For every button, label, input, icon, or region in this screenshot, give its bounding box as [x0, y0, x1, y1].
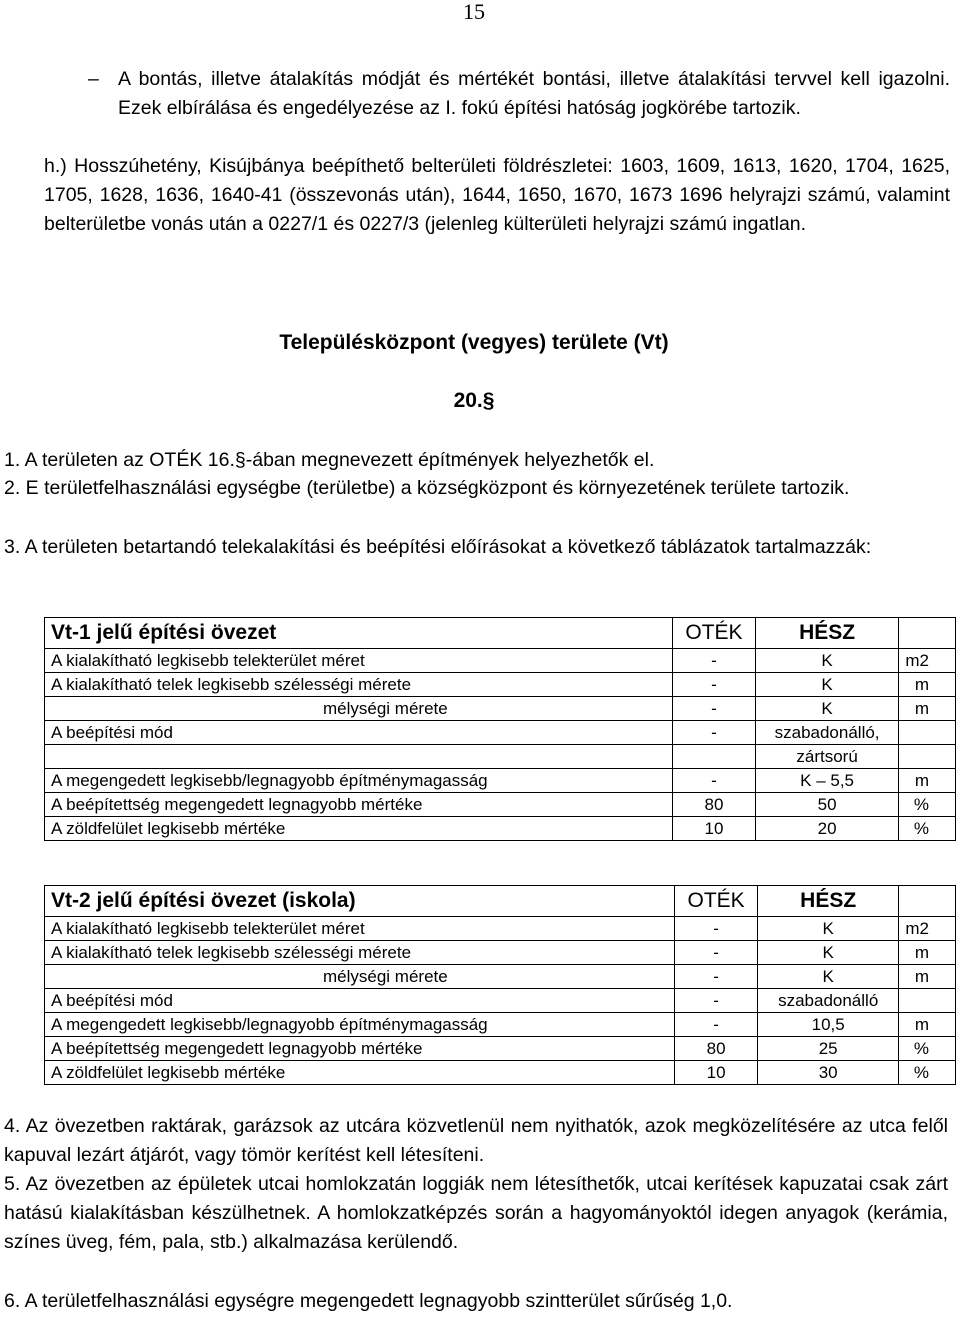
paragraph-4: 4. Az övezetben raktárak, garázsok az utcára közvetlenül nem nyithatók, azok megközelítésére az utca felől kapuval lezárt átjárót, vagy tömör kerítést kell létesíteni.	[4, 1115, 948, 1166]
dash-list-item	[88, 65, 950, 123]
unit-value: %	[899, 1037, 956, 1061]
unit-value	[899, 745, 956, 769]
unit-value: m	[899, 697, 956, 721]
zone-table-vt2	[44, 885, 956, 1085]
table-row	[45, 941, 956, 965]
unit-value: m2	[899, 649, 956, 673]
section-number: 20.§	[453, 389, 495, 412]
table-row	[45, 673, 956, 697]
unit-value: m	[899, 965, 956, 989]
row-label: A megengedett legkisebb/legnagyobb építménymagasság	[45, 1013, 675, 1037]
row-label: A kialakítható telek legkisebb szélességi mérete	[45, 941, 675, 965]
otek-value: 10	[673, 817, 756, 841]
hesz-header: HÉSZ	[758, 886, 899, 917]
unit-value: %	[899, 1061, 956, 1085]
hesz-value: K	[755, 697, 899, 721]
hesz-value: 30	[758, 1061, 899, 1085]
table-row	[45, 917, 956, 941]
paragraph-2: 2. E területfelhasználási egységbe (területbe) a községközpont és környezetének területe tartozik.	[4, 477, 850, 499]
hesz-value: K	[758, 917, 899, 941]
otek-header: OTÉK	[675, 886, 758, 917]
table-row	[45, 989, 956, 1013]
table-row	[45, 721, 956, 745]
otek-value: -	[675, 965, 758, 989]
hesz-value: 25	[758, 1037, 899, 1061]
zone-table-vt1	[44, 617, 956, 841]
unit-value	[899, 989, 956, 1013]
otek-value: -	[673, 697, 756, 721]
unit-header	[899, 618, 956, 649]
unit-value: m	[899, 1013, 956, 1037]
table-row	[45, 649, 956, 673]
hesz-value: 10,5	[758, 1013, 899, 1037]
table-row	[45, 1061, 956, 1085]
unit-value: %	[899, 793, 956, 817]
row-label: A beépítettség megengedett legnagyobb mértéke	[45, 793, 673, 817]
otek-value: -	[675, 917, 758, 941]
paragraph-6: 6. A területfelhasználási egységre megengedett legnagyobb szintterület sűrűség 1,0.	[4, 1290, 733, 1312]
unit-value	[899, 721, 956, 745]
row-label: A beépítettség megengedett legnagyobb mértéke	[45, 1037, 675, 1061]
hesz-value: K	[755, 673, 899, 697]
hesz-value: 50	[755, 793, 899, 817]
hesz-value: 20	[755, 817, 899, 841]
paragraph-1: 1. A területen az OTÉK 16.§-ában megnevezett építmények helyezhetők el.	[4, 449, 655, 471]
dash-item-text: A bontás, illetve átalakítás módját és mértékét bontási, illetve átalakítási tervvel kell igazolni. Ezek elbírálása és engedélyezése az I. fokú építési hatóság jogkörébe tartozik.	[118, 68, 950, 119]
otek-value: -	[673, 649, 756, 673]
paragraph-3: 3. A területen betartandó telekalakítási és beépítési előírásokat a következő táblázatok tartalmazzák:	[4, 536, 872, 558]
table-row	[45, 817, 956, 841]
table-title: Vt-1 jelű építési övezet	[45, 618, 673, 649]
otek-value: -	[673, 721, 756, 745]
section-title: Településközpont (vegyes) területe (Vt)	[279, 331, 669, 354]
otek-value: 80	[675, 1037, 758, 1061]
item-h-paragraph: h.) Hosszúhetény, Kisújbánya beépíthető belterületi földrészletei: 1603, 1609, 1613, 1620, 1704, 1625, 1705, 1628, 1636, 1640-41 (összevonás után), 1644, 1650, 1670, 1673 1696 helyrajzi számú, valamint belterületbe vonás után a 0227/1 és 0227/3 (jelenleg külterületi helyrajzi számú ingatlan.	[44, 155, 950, 235]
hesz-value: K – 5,5	[755, 769, 899, 793]
otek-header: OTÉK	[673, 618, 756, 649]
row-label: A zöldfelület legkisebb mértéke	[45, 1061, 675, 1085]
unit-value: m	[899, 941, 956, 965]
row-label: A beépítési mód	[45, 989, 675, 1013]
hesz-value: K	[758, 941, 899, 965]
unit-value: %	[899, 817, 956, 841]
row-label: A megengedett legkisebb/legnagyobb építménymagasság	[45, 769, 673, 793]
otek-value: 10	[675, 1061, 758, 1085]
unit-value: m	[899, 769, 956, 793]
row-label: A kialakítható telek legkisebb szélességi mérete	[45, 673, 673, 697]
table-row	[45, 697, 956, 721]
table-header-row	[45, 618, 956, 649]
row-label	[45, 745, 673, 769]
hesz-value: szabadonálló	[758, 989, 899, 1013]
otek-value: -	[675, 989, 758, 1013]
row-label: A beépítési mód	[45, 721, 673, 745]
hesz-value: szabadonálló,	[755, 721, 899, 745]
table-row	[45, 965, 956, 989]
otek-value: -	[673, 673, 756, 697]
otek-value: 80	[673, 793, 756, 817]
otek-value	[673, 745, 756, 769]
table-row	[45, 769, 956, 793]
hesz-value: zártsorú	[755, 745, 899, 769]
hesz-value: K	[755, 649, 899, 673]
hesz-header: HÉSZ	[755, 618, 899, 649]
row-label: A kialakítható legkisebb telekterület méret	[45, 917, 675, 941]
otek-value: -	[673, 769, 756, 793]
table-row	[45, 793, 956, 817]
table-header-row	[45, 886, 956, 917]
otek-value: -	[675, 1013, 758, 1037]
unit-header	[899, 886, 956, 917]
row-label: mélységi mérete	[45, 697, 673, 721]
dash-bullet: –	[88, 68, 99, 90]
table-row	[45, 1013, 956, 1037]
paragraph-5: 5. Az övezetben az épületek utcai homlokzatán loggiák nem létesíthetők, utcai kerítések kapuzatai csak zárt hatású kialakításban készülhetnek. A homlokzatképzés során a hagyományoktól idegen anyagok (kerámia, színes üveg, fém, pala, stb.) alkalmazása kerülendő.	[4, 1173, 948, 1253]
row-label: A kialakítható legkisebb telekterület méret	[45, 649, 673, 673]
table-row	[45, 745, 956, 769]
otek-value: -	[675, 941, 758, 965]
page-number: 15	[463, 0, 485, 24]
row-label: A zöldfelület legkisebb mértéke	[45, 817, 673, 841]
unit-value: m	[899, 673, 956, 697]
row-label: mélységi mérete	[45, 965, 675, 989]
table-title: Vt-2 jelű építési övezet (iskola)	[45, 886, 675, 917]
hesz-value: K	[758, 965, 899, 989]
unit-value: m2	[899, 917, 956, 941]
table-row	[45, 1037, 956, 1061]
